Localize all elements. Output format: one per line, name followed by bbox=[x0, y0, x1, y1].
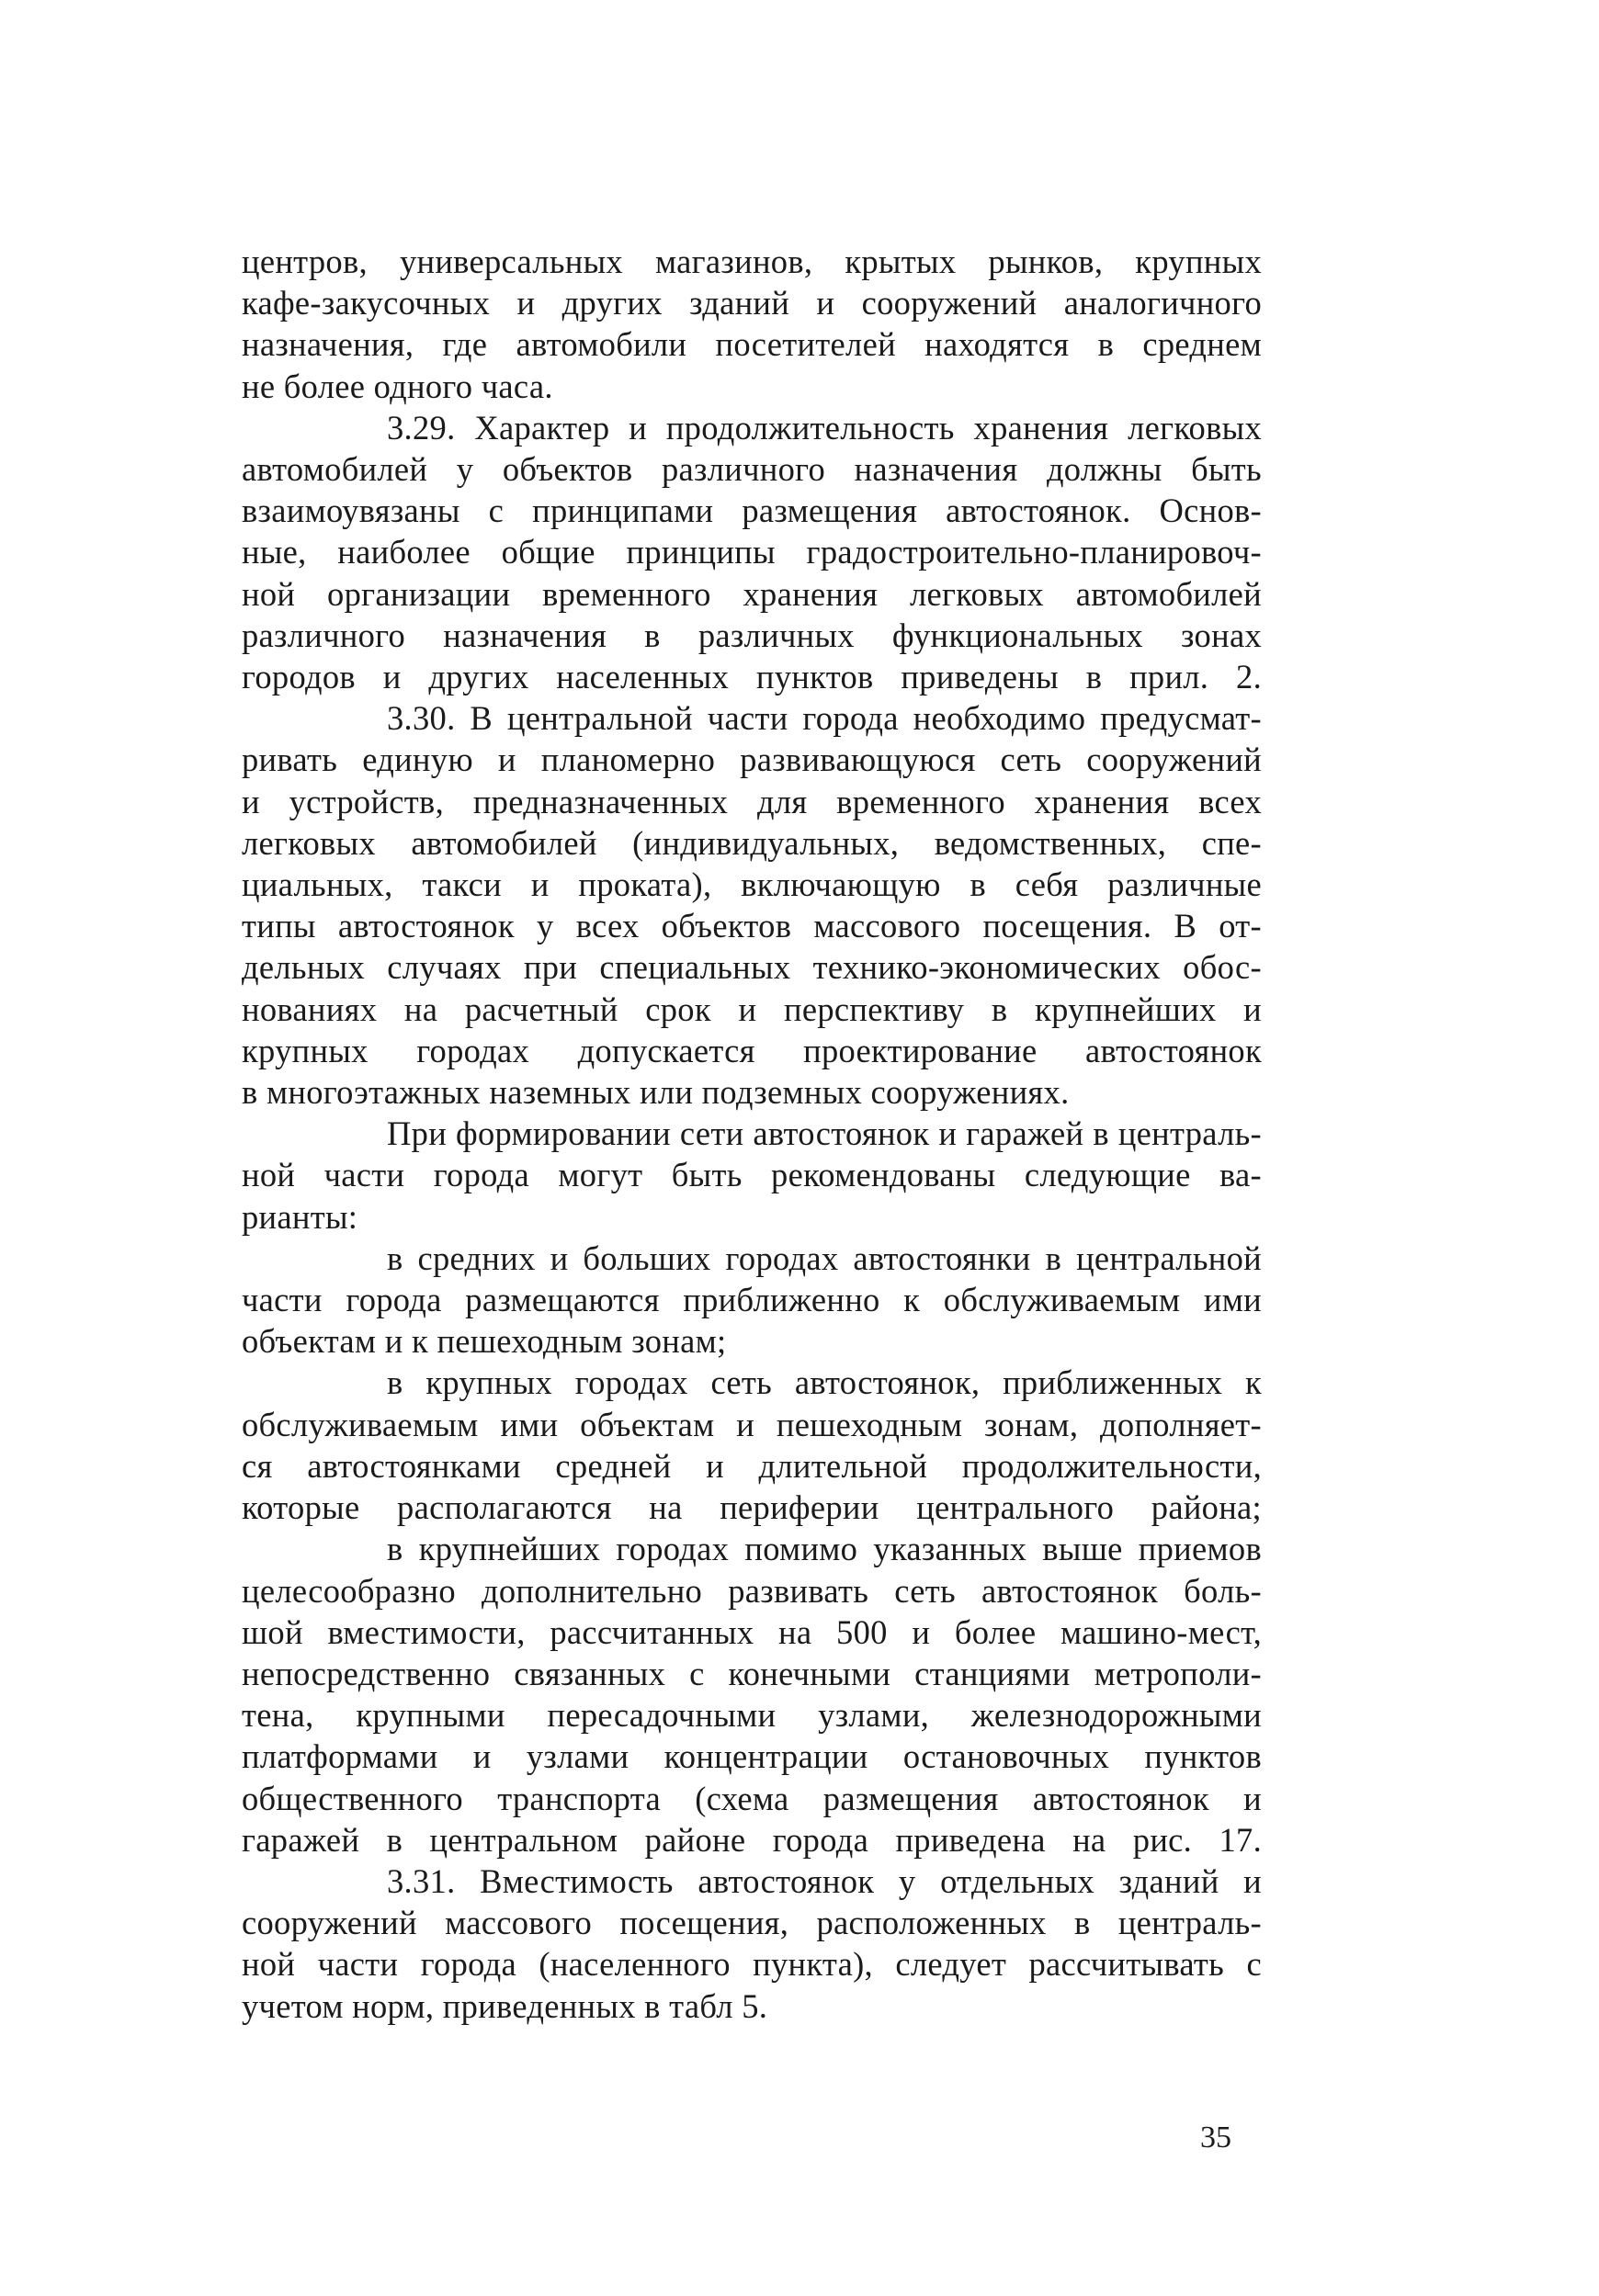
text-line: нованиях на расчетный срок и перспективу в крупнейших и bbox=[242, 990, 1262, 1028]
text-line: учетом норм, приведенных в табл 5. bbox=[242, 1986, 768, 2025]
text-line: в многоэтажных наземных или подземных сооружениях. bbox=[242, 1073, 1070, 1112]
text-line: 3.30. В центральной части города необходимо предусмат- bbox=[387, 699, 1262, 738]
text-line: кафе-закусочных и других зданий и сооружений аналогичного bbox=[242, 284, 1262, 322]
text-line: ные, наиболее общие принципы градостроительно-планировоч- bbox=[242, 533, 1262, 571]
text-line: ной организации временного хранения легковых автомобилей bbox=[242, 574, 1262, 613]
text-line: целесообразно дополнительно развивать сеть автостоянок боль- bbox=[242, 1571, 1262, 1610]
text-line: не более одного часа. bbox=[242, 367, 553, 405]
text-line: центров, универсальных магазинов, крытых рынков, крупных bbox=[242, 243, 1262, 280]
text-line: взаимоувязаны с принципами размещения автостоянок. Основ- bbox=[242, 492, 1262, 530]
text-line: ной части города (населенного пункта), следует рассчитывать с bbox=[242, 1945, 1262, 1984]
text-line: автомобилей у объектов различного назначения должны быть bbox=[242, 450, 1262, 489]
text-line: сооружений массового посещения, расположенных в централь- bbox=[242, 1904, 1262, 1942]
text-line: дельных случаях при специальных технико-экономических обос- bbox=[242, 948, 1262, 987]
text-line: в крупнейших городах помимо указанных выше приемов bbox=[387, 1530, 1262, 1568]
text-line: в средних и больших городах автостоянки в центральной bbox=[387, 1238, 1262, 1277]
text-line: части города размещаются приближенно к обслуживаемым ими bbox=[242, 1281, 1262, 1319]
text-line: общественного транспорта (схема размещения автостоянок и bbox=[242, 1779, 1262, 1817]
text-line: тена, крупными пересадочными узлами, железнодорожными bbox=[242, 1696, 1262, 1735]
text-line: назначения, где автомобили посетителей находятся в среднем bbox=[242, 325, 1262, 364]
body-text bbox=[242, 241, 1262, 2027]
text-line: 3.29. Характер и продолжительность хранения легковых bbox=[387, 408, 1262, 447]
text-line: При формировании сети автостоянок и гаражей в централь- bbox=[387, 1114, 1262, 1153]
text-line: ся автостоянками средней и длительной продолжительности, bbox=[242, 1446, 1262, 1485]
text-line: объектам и к пешеходным зонам; bbox=[242, 1322, 727, 1361]
text-line: ривать единую и планомерно развивающуюся сеть сооружений bbox=[242, 741, 1262, 779]
text-line: и устройств, предназначенных для временного хранения всех bbox=[242, 782, 1262, 820]
text-line: в крупных городах сеть автостоянок, приближенных к bbox=[387, 1363, 1262, 1402]
text-line: непосредственно связанных с конечными станциями метрополи- bbox=[242, 1654, 1262, 1692]
text-line: городов и других населенных пунктов приведены в прил. 2. bbox=[242, 658, 1262, 696]
page-number: 35 bbox=[1200, 2121, 1231, 2155]
text-line: 3.31. Вместимость автостоянок у отдельных зданий и bbox=[387, 1861, 1262, 1900]
text-line: шой вместимости, рассчитанных на 500 и более машино-мест, bbox=[242, 1612, 1262, 1651]
text-line: которые располагаются на периферии центрального района; bbox=[242, 1488, 1262, 1527]
text-line: различного назначения в различных функциональных зонах bbox=[242, 616, 1262, 654]
text-line: гаражей в центральном районе города приведена на рис. 17. bbox=[242, 1820, 1262, 1859]
text-line: легковых автомобилей (индивидуальных, ведомственных, спе- bbox=[242, 823, 1262, 862]
text-line: рианты: bbox=[242, 1197, 358, 1236]
text-line: ной части города могут быть рекомендованы следующие ва- bbox=[242, 1156, 1262, 1194]
text-line: циальных, такси и проката), включающую в себя различные bbox=[242, 865, 1262, 904]
text-line: типы автостоянок у всех объектов массового посещения. В от- bbox=[242, 907, 1262, 945]
text-line: платформами и узлами концентрации остановочных пунктов bbox=[242, 1737, 1262, 1776]
text-line: обслуживаемым ими объектам и пешеходным зонам, дополняет- bbox=[242, 1405, 1262, 1443]
text-line: крупных городах допускается проектирование автостоянок bbox=[242, 1031, 1262, 1069]
